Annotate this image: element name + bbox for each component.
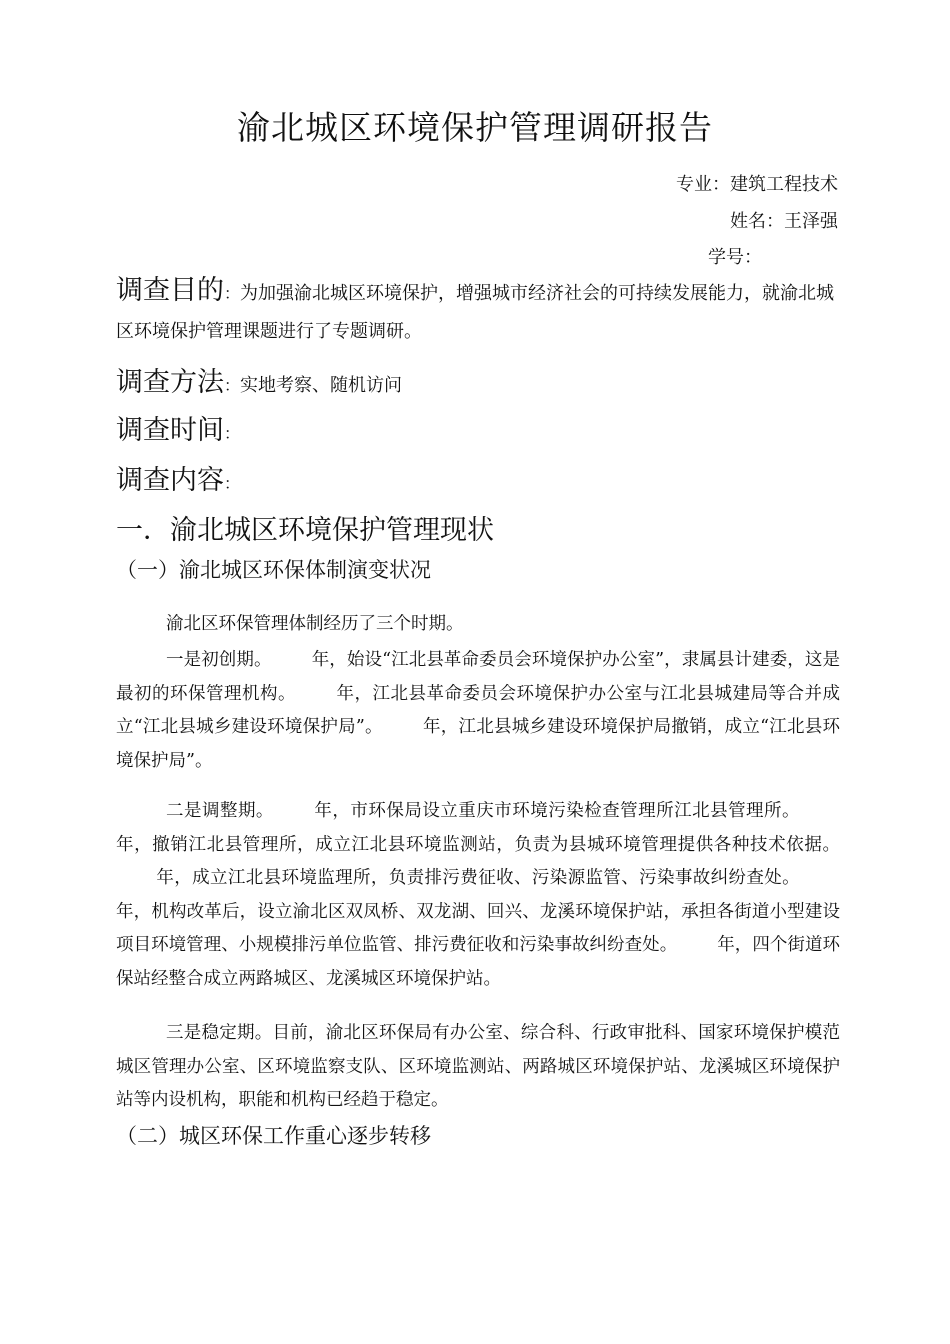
paragraph-initial-period — [116, 644, 840, 778]
paragraph-text: 年，始设“江北县革命委员会环境保护办公室”，隶属县计建委，这是最初的环保管理机构。 — [116, 650, 840, 704]
section-time-colon: ： — [224, 424, 241, 443]
section-purpose-text: 为加强渝北城区环境保护，增强城市经济社会的可持续发展能力，就渝北城区环境保护管理课题进行了专题调研。 — [116, 283, 835, 342]
section-method-colon: ： — [224, 376, 241, 395]
heading-level-2-first: （一）渝北城区环保体制演变状况 — [116, 558, 431, 582]
section-purpose-colon: ： — [224, 284, 241, 303]
paragraph-text: 二是调整期。 — [166, 801, 274, 821]
paragraph-adjustment-period — [116, 795, 840, 996]
section-method — [116, 364, 840, 405]
section-content — [116, 462, 840, 503]
meta-name: 姓名：王泽强 — [730, 211, 838, 232]
paragraph-stable-period: 三是稳定期。目前，渝北区环保局有办公室、综合科、行政审批科、国家环境保护模范城区管理办公室、区环境监察支队、区环境监测站、两路城区环境保护站、龙溪城区环境保护站等内设机构，职能和机构已经趋于稳定。 — [116, 1023, 840, 1110]
paragraph-text: 年，机构改革后，设立渝北区双凤桥、双龙湖、回兴、龙溪环境保护站，承担各街道小型建设项目环境管理、小规模排污单位监管、排污费征收和污染事故纠纷查处。 — [116, 901, 840, 955]
section-content-heading: 调查内容 — [116, 465, 224, 496]
section-content-colon: ： — [224, 474, 241, 493]
heading-level-2-second: （二）城区环保工作重心逐步转移 — [116, 1124, 431, 1148]
paragraph-text: 一是初创期。 — [166, 650, 272, 670]
meta-student-id: 学号： — [708, 247, 762, 268]
paragraph-text: 年，江北县革命委员会环境保护办公室与江北县城建局等合并成立“江北县城乡建设环境保护局”。 — [116, 683, 840, 737]
document-title: 渝北城区环境保护管理调研报告 — [237, 108, 713, 147]
section-method-text: 实地考察、随机访问 — [240, 375, 403, 396]
paragraph-text: 年，江北县城乡建设环境保护局撤销，成立“江北县环境保护局”。 — [116, 717, 840, 771]
section-purpose — [116, 272, 840, 351]
section-method-heading: 调查方法 — [116, 367, 224, 398]
meta-major: 专业：建筑工程技术 — [676, 174, 838, 195]
paragraph-text: 年，市环保局设立重庆市环境污染检查管理所江北县管理所。 — [313, 801, 801, 821]
paragraph-intro: 渝北区环保管理体制经历了三个时期。 — [166, 614, 464, 634]
paragraph-text: 年，撤销江北县管理所，成立江北县环境监测站，负责为县城环境管理提供各种技术依据。 — [116, 834, 840, 855]
heading-level-1: 一．渝北城区环境保护管理现状 — [116, 515, 494, 546]
paragraph-text: 年，成立江北县环境监理所，负责排污费征收、污染源监管、污染事故纠纷查处。 — [156, 868, 800, 888]
paragraph-text: 年，四个街道环保站经整合成立两路城区、龙溪城区环境保护站。 — [116, 935, 841, 989]
section-time-heading: 调查时间 — [116, 415, 224, 446]
section-time — [116, 412, 840, 453]
section-purpose-heading: 调查目的 — [116, 275, 224, 306]
